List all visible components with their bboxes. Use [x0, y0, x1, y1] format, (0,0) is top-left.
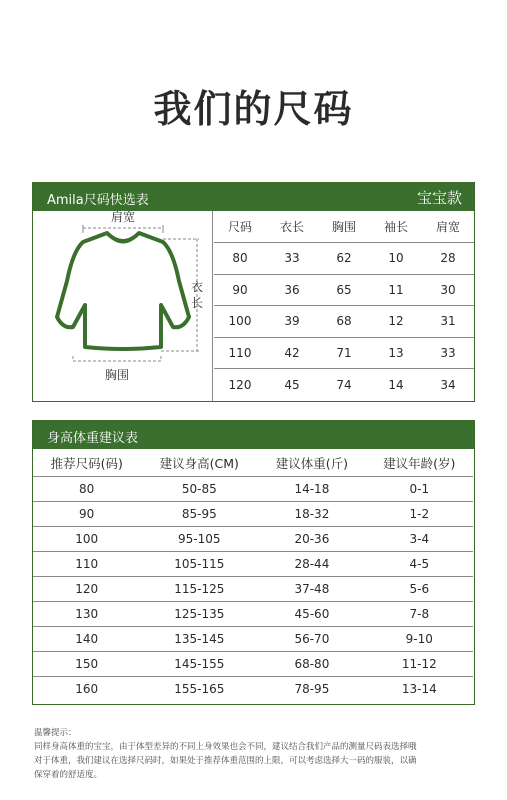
cell: 71 — [318, 337, 370, 369]
recommend-header-row — [33, 451, 473, 476]
table-row — [214, 274, 474, 306]
cell: 42 — [266, 337, 318, 369]
cell: 31 — [422, 306, 474, 338]
col-length: 衣长 — [266, 211, 318, 243]
cell: 95-105 — [140, 526, 258, 551]
cell: 13-14 — [401, 681, 437, 696]
cell: 68 — [318, 306, 370, 338]
table-row — [214, 369, 474, 401]
recommend-table — [33, 451, 473, 701]
table-row — [214, 306, 474, 338]
shoulder-label: 肩宽 — [110, 211, 136, 224]
length-label-2: 长 — [190, 296, 204, 310]
cell: 39 — [266, 306, 318, 338]
quick-size-title: Amila尺码快选表 — [47, 193, 149, 208]
table-row — [33, 576, 473, 601]
quick-size-card — [32, 182, 475, 402]
cell: 110 — [214, 337, 266, 369]
cell: 90 — [33, 501, 140, 526]
cell: 145-155 — [140, 651, 258, 676]
cell: 33 — [422, 337, 474, 369]
cell: 100 — [214, 306, 266, 338]
cell: 33 — [266, 243, 318, 275]
cell: 85-95 — [140, 501, 258, 526]
col-shoulder: 肩宽 — [422, 211, 474, 243]
col-rec-height: 建议身高(CM) — [140, 451, 258, 476]
cell: 18-32 — [258, 501, 365, 526]
cell: 3-4 — [366, 526, 473, 551]
cell: 105-115 — [140, 551, 258, 576]
cell: 130 — [33, 601, 140, 626]
table-row — [33, 601, 473, 626]
chest-label: 胸围 — [104, 368, 130, 382]
cell: 13 — [370, 337, 422, 369]
tips-heading: 温馨提示： — [34, 728, 77, 738]
cell: 45 — [284, 377, 300, 392]
cell: 14 — [388, 377, 404, 392]
col-rec-size: 推荐尺码(码) — [33, 451, 140, 476]
cell: 10 — [370, 243, 422, 275]
cell: 28-44 — [258, 551, 365, 576]
cell: 37-48 — [258, 576, 365, 601]
cell: 74 — [336, 377, 352, 392]
recommend-card — [32, 420, 475, 705]
col-size: 尺码 — [214, 211, 266, 243]
col-rec-age: 建议年龄(岁) — [366, 451, 473, 476]
cell: 110 — [33, 551, 140, 576]
quick-size-header — [33, 183, 474, 211]
cell: 5-6 — [366, 576, 473, 601]
cell: 20-36 — [258, 526, 365, 551]
cell: 120 — [33, 576, 140, 601]
recommend-header — [33, 421, 474, 449]
baby-style-badge: 宝宝款 — [416, 189, 462, 207]
cell: 36 — [266, 274, 318, 306]
cell: 80 — [214, 243, 266, 275]
cell: 80 — [33, 476, 140, 501]
quick-size-table — [214, 211, 474, 400]
cell: 30 — [422, 274, 474, 306]
table-row — [33, 501, 473, 526]
length-label-1: 衣 — [190, 280, 204, 294]
cell: 135-145 — [140, 626, 258, 651]
cell: 68-80 — [258, 651, 365, 676]
cell: 120 — [228, 377, 252, 392]
cell: 34 — [440, 377, 456, 392]
cell: 12 — [370, 306, 422, 338]
cell: 45-60 — [258, 601, 365, 626]
cell: 11-12 — [366, 651, 473, 676]
table-row — [33, 626, 473, 651]
cell: 7-8 — [366, 601, 473, 626]
cell: 14-18 — [258, 476, 365, 501]
table-row — [214, 243, 474, 275]
garment-figure — [33, 211, 213, 401]
col-rec-weight: 建议体重(斤) — [258, 451, 365, 476]
sweater-diagram — [33, 211, 213, 401]
table-row — [33, 676, 473, 701]
cell: 100 — [33, 526, 140, 551]
cell: 65 — [318, 274, 370, 306]
cell: 4-5 — [366, 551, 473, 576]
cell: 160 — [75, 681, 99, 696]
sweater-outline — [57, 233, 189, 349]
tips-notes — [34, 726, 474, 782]
quick-size-header-row — [214, 211, 474, 243]
cell: 9-10 — [366, 626, 473, 651]
cell: 50-85 — [140, 476, 258, 501]
cell: 1-2 — [366, 501, 473, 526]
cell: 90 — [214, 274, 266, 306]
cell: 78-95 — [294, 681, 330, 696]
tips-line-1: 同样身高体重的宝宝，由于体型差异的不同上身效果也会不同，建议结合我们产品的测量尺码表选择哦 — [34, 742, 417, 752]
cell: 125-135 — [140, 601, 258, 626]
cell: 115-125 — [140, 576, 258, 601]
table-row — [33, 551, 473, 576]
cell: 28 — [422, 243, 474, 275]
col-sleeve: 袖长 — [370, 211, 422, 243]
cell: 11 — [370, 274, 422, 306]
tips-line-3: 保穿着的舒适度。 — [34, 770, 103, 780]
table-row — [33, 476, 473, 501]
cell: 155-165 — [174, 681, 225, 696]
table-row — [214, 337, 474, 369]
cell: 56-70 — [258, 626, 365, 651]
table-row — [33, 526, 473, 551]
cell: 140 — [33, 626, 140, 651]
recommend-title: 身高体重建议表 — [47, 431, 139, 446]
cell: 150 — [33, 651, 140, 676]
table-row — [33, 651, 473, 676]
cell: 0-1 — [366, 476, 473, 501]
tips-line-2: 对于体重，我们建议在选择尺码时，如果处于推荐体重范围的上限，可以考虑选择大一码的服装，以确 — [34, 756, 417, 766]
cell: 62 — [318, 243, 370, 275]
page-title: 我们的尺码 — [153, 87, 354, 131]
col-chest: 胸围 — [318, 211, 370, 243]
